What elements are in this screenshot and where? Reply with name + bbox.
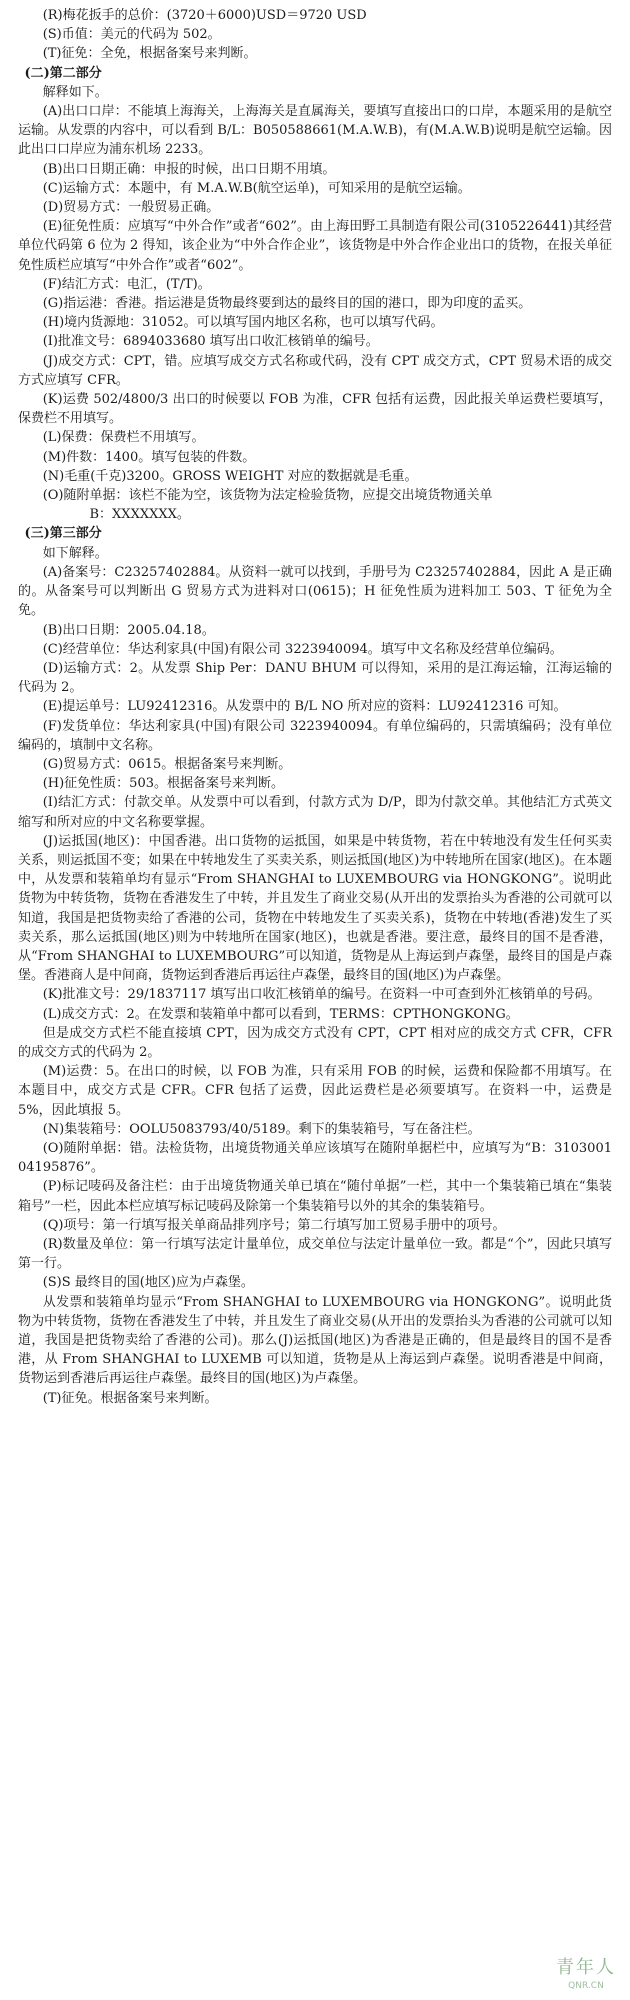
section-heading: (三)第三部分	[24, 526, 102, 542]
paragraph: (E)征免性质：应填写“中外合作”或者“602”。由上海田野工具制造有限公司(3105226441)其经营单位代码第 6 位为 2 得知，该企业为“中外合作企业”，该货物是中外合作企业出口的货物，在报关单征免性质栏应填写“中外合作”或者“602”。	[18, 219, 612, 273]
paragraph: (R)数量及单位：第一行填写法定计量单位，成交单位与法定计量单位一致。都是“个”，因此只填写第一行。	[18, 1237, 612, 1272]
paragraph: (N)集装箱号：OOLU5083793/40/5189。剩下的集装箱号，写在备注栏。	[42, 1121, 481, 1137]
paragraph: (G)贸易方式：0615。根据备案号来判断。	[42, 756, 292, 772]
paragraph: (F)结汇方式：电汇，(T/T)。	[42, 276, 211, 292]
paragraph: 但是成交方式栏不能直接填 CPT，因为成交方式没有 CPT，CPT 相对应的成交方式 CFR，CFR 的成交方式的代码为 2。	[18, 1025, 612, 1060]
paragraph: (F)发货单位：华达利家具(中国)有限公司 3223940094。有单位编码的，只需填编码；没有单位编码的，填制中文名称。	[18, 718, 612, 753]
paragraph: (B)出口日期正确：申报的时候，出口日期不用填。	[42, 161, 336, 177]
watermark-site-text: QNR.CN	[568, 1980, 604, 1991]
paragraph: (K)运费 502/4800/3 出口的时候要以 FOB 为准，CFR 包括有运费，因此报关单运费栏要填写，保费栏不用填写。	[18, 392, 612, 427]
document-body	[18, 6, 612, 1408]
site-watermark	[556, 1958, 616, 1996]
paragraph: 如下解释。	[42, 545, 108, 561]
paragraph: (A)出口口岸：不能填上海海关，上海海关是直属海关，要填写直接出口的口岸，本题采用的是航空运输。从发票的内容中，可以看到 B/L：B050588661(M.A.W.B)，有(M.A.W.B)说明是航空运输。因此出口口岸应为浦东机场 2233。	[18, 104, 612, 158]
paragraph: (E)提运单号：LU92412316。从发票中的 B/L NO 所对应的资料：LU92412316 可知。	[42, 699, 567, 715]
paragraph: (D)运输方式：2。从发票 Ship Per：DANU BHUM 可以得知，采用的是江海运输，江海运输的代码为 2。	[18, 660, 612, 696]
paragraph: (S)S 最终目的国(地区)应为卢森堡。	[42, 1275, 254, 1291]
paragraph: (J)运抵国(地区)：中国香港。出口货物的运抵国，如果是中转货物，若在中转地没有发生任何买卖关系，则运抵国不变；如果在中转地发生了买卖关系，则运抵国(地区)为中转地所在国家(地区)。在本题中，从发票和装箱单均有显示“From SHANGHAI to LUXEMBOURG via HONGKONG”。说明此货物为中转货物，货物在香港发生了中转，并且发生了商业交易(从开出的发票抬头为香港的公司就可以知道，我国是把货物卖给了香港的公司，货物在中转地发生了买卖关系)，货物在中转地(香港)发生了买卖关系，那么运抵国(地区)则为中转地所在国家(地区)，也就是香港。要注意，最终目的国不是香港，从“From SHANGHAI to LUXEMBOURG”可以知道，货物是从上海运到卢森堡，最终目的国是卢森堡。香港商人是中间商，货物运到香港后再运往卢森堡，最终目的国(地区)为卢森堡。	[18, 833, 612, 984]
paragraph: (D)贸易方式：一般贸易正确。	[42, 200, 220, 216]
paragraph: B：XXXXXXX。	[89, 507, 190, 523]
paragraph: (B)出口日期：2005.04.18。	[42, 622, 215, 638]
paragraph: (G)指运港：香港。指运港是货物最终要到达的最终目的国的港口，即为印度的孟买。	[42, 296, 532, 312]
paragraph: (O)随附单据：错。法检货物，出境货物通关单应该填写在随附单据栏中，应填写为“B：310300104195876”。	[18, 1140, 612, 1176]
paragraph: (J)成交方式：CPT，错。应填写成交方式名称或代码，没有 CPT 成交方式，CPT 贸易术语的成交方式应填写 CFR。	[18, 353, 612, 388]
paragraph: (T)征免。根据备案号来判断。	[42, 1390, 218, 1406]
paragraph: (K)批准文号：29/1837117 填写出口收汇核销单的编号。在资料一中可查到外汇核销单的号码。	[42, 987, 601, 1003]
paragraph: (O)随附单据：该栏不能为空，该货物为法定检验货物，应提交出境货物通关单	[42, 488, 493, 504]
paragraph: (R)梅花扳手的总价：(3720＋6000)USD＝9720 USD	[42, 8, 367, 23]
paragraph: (M)运费：5。在出口的时候，以 FOB 为准，只有采用 FOB 的时候，运费和保险都不用填写。在本题目中，成交方式是 CFR。CFR 包括了运费，因此运费栏是必须要填写。在资料一中，运费是 5%，因此填报 5。	[18, 1064, 612, 1118]
paragraph: (C)运输方式：本题中，有 M.A.W.B(航空运单)，可知采用的是航空运输。	[42, 180, 471, 196]
paragraph: (T)征免：全免，根据备案号来判断。	[42, 46, 257, 62]
paragraph: 从发票和装箱单均显示“From SHANGHAI to LUXEMBOURG via HONGKONG”。说明此货物为中转货物，货物在香港发生了中转，并且发生了商业交易(从开出的发票抬头为香港的公司就可以知道，我国是把货物卖给了香港的公司)。那么(J)运抵国(地区)为香港是正确的，但是最终目的国不是香港，从 From SHANGHAI to LUXEMB 可以知道，货物是从上海运到卢森堡。说明香港是中间商，货物运到香港后再运往卢森堡。最终目的国(地区)为卢森堡。	[18, 1294, 612, 1387]
watermark-logo-text: 青年人	[556, 1956, 616, 1978]
paragraph: (H)境内货源地：31052。可以填写国内地区名称，也可以填写代码。	[42, 315, 444, 331]
paragraph: (L)保费：保费栏不用填写。	[42, 430, 205, 446]
paragraph: (Q)项号：第一行填写报关单商品排列序号；第二行填写加工贸易手册中的项号。	[42, 1217, 506, 1233]
paragraph: 解释如下。	[42, 84, 108, 100]
section-heading: (二)第二部分	[24, 65, 102, 81]
paragraph: (C)经营单位：华达利家具(中国)有限公司 3223940094。填写中文名称及经营单位编码。	[42, 641, 563, 657]
paragraph: (P)标记唛码及备注栏：由于出境货物通关单已填在“随付单据”一栏，其中一个集装箱已填在“集装箱号”一栏，因此本栏应填写标记唛码及除第一个集装箱号以外的其余的集装箱号。	[18, 1179, 612, 1214]
paragraph: (I)批准文号：6894033680 填写出口收汇核销单的编号。	[42, 334, 379, 350]
paragraph: (I)结汇方式：付款交单。从发票中可以看到，付款方式为 D/P，即为付款交单。其他结汇方式英文缩写和所对应的中文名称要掌握。	[18, 795, 612, 830]
paragraph: (L)成交方式：2。在发票和装箱单中都可以看到，TERMS：CPTHONGKONG。	[42, 1006, 519, 1022]
paragraph: (S)币值：美元的代码为 502。	[42, 27, 221, 43]
paragraph: (A)备案号：C23257402884。从资料一就可以找到，手册号为 C23257402884，因此 A 是正确的。从备案号可以判断出 G 贸易方式为进料对口(0615)；H 征免性质为进料加工 503、T 征免为全免。	[18, 564, 612, 619]
paragraph: (H)征免性质：503。根据备案号来判断。	[42, 776, 284, 792]
paragraph: (M)件数：1400。填写包装的件数。	[42, 449, 256, 465]
paragraph: (N)毛重(千克)3200。GROSS WEIGHT 对应的数据就是毛重。	[42, 468, 418, 484]
